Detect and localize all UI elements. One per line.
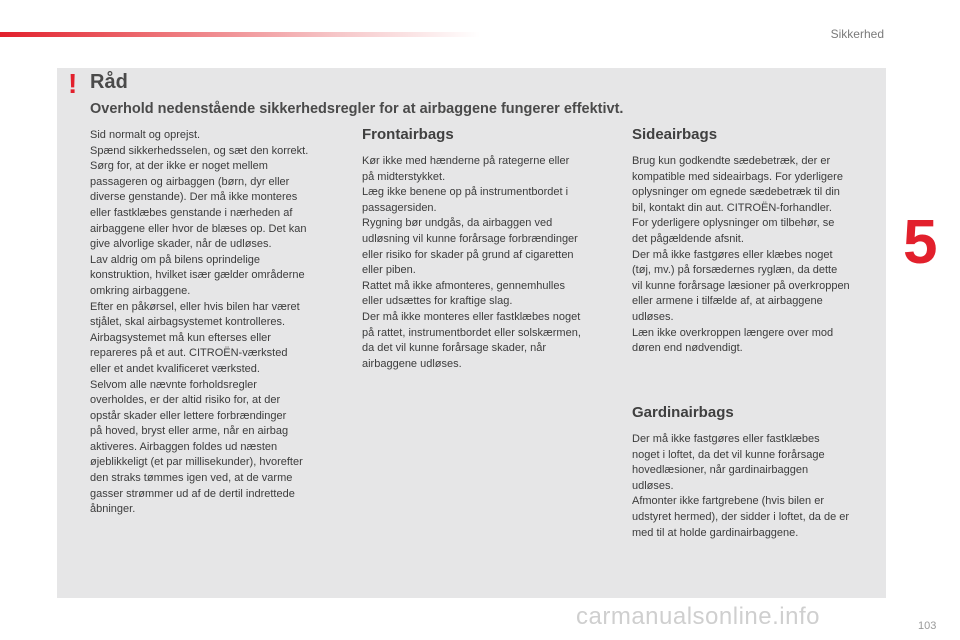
text-line: bil, kontakt din aut. CITROËN-forhandler. bbox=[632, 201, 832, 214]
frontairbags-heading: Frontairbags bbox=[362, 126, 454, 143]
text-line: døren end nødvendigt. bbox=[632, 342, 743, 355]
text-line: eller et andet kvalificeret værksted. bbox=[90, 362, 260, 375]
text-line: Selvom alle nævnte forholdsregler bbox=[90, 378, 257, 391]
text-line: eller piben. bbox=[362, 264, 416, 277]
text-line: Brug kun godkendte sædebetræk, der er bbox=[632, 155, 831, 167]
text-line: med til at holde gardinairbaggene. bbox=[632, 526, 799, 539]
text-line: udløses. bbox=[632, 479, 674, 492]
text-line: aktiveres. Airbaggen foldes ud næsten bbox=[90, 440, 278, 453]
panel-subtitle: Overhold nedenstående sikkerhedsregler for at airbaggene fungerer effektivt. bbox=[90, 101, 624, 117]
text-line: noget i loftet, da det vil kunne forårsage bbox=[632, 448, 825, 461]
text-line: opstår skader eller lettere forbrændinger bbox=[90, 409, 287, 422]
text-line: eller risiko for skader på grund af cigaretten bbox=[362, 248, 574, 261]
text-line: Lav aldrig om på bilens oprindelige bbox=[90, 253, 260, 266]
text-line: på midterstykket. bbox=[362, 170, 446, 183]
text-line: Sid normalt og oprejst. bbox=[90, 129, 201, 141]
text-line: For yderligere oplysninger om tilbehør, se bbox=[632, 217, 835, 230]
text-line: airbaggene udløses. bbox=[362, 357, 462, 370]
text-line: Efter en påkørsel, eller hvis bilen har været bbox=[90, 300, 300, 313]
text-line: overholdes, er der altid risiko for, at der bbox=[90, 394, 281, 407]
text-line: eller udsættes for kraftige slag. bbox=[362, 295, 513, 308]
text-line: oplysninger om egnede sædebetræk til din bbox=[632, 186, 840, 199]
text-line: på hoved, bryst eller arme, når en airbag bbox=[90, 425, 289, 438]
text-line: diverse genstande). Der må ikke monteres bbox=[90, 191, 298, 204]
text-line: eller armene i tilfælde af, at airbaggene bbox=[632, 295, 823, 308]
panel-title: Råd bbox=[90, 71, 128, 93]
text-line: airbaggene eller hvor de blæses op. Det kan bbox=[90, 222, 307, 235]
text-line: Rygning bør undgås, da airbaggen ved bbox=[362, 217, 553, 230]
text-line: Rattet må ikke afmonteres, gennemhulles bbox=[362, 279, 565, 292]
text-line: omkring airbaggene. bbox=[90, 284, 191, 297]
text-line: Læg ikke benene op på instrumentbordet i bbox=[362, 186, 569, 199]
text-line: den straks tømmes igen ved, at de varme bbox=[90, 472, 293, 485]
text-line: Kør ikke med hænderne på rategerne eller bbox=[362, 155, 570, 167]
text-line: Spænd sikkerhedsselen, og sæt den korrekt. bbox=[90, 144, 309, 157]
text-line: Der må ikke fastgøres eller fastklæbes bbox=[632, 433, 820, 445]
text-line: udløsning vil kunne forårsage forbrændinger bbox=[362, 232, 578, 245]
text-line: eller fastklæbes genstande i nærheden af bbox=[90, 206, 293, 219]
general-advice-column bbox=[90, 128, 345, 518]
text-line: passageren og airbaggen (børn, dyr eller bbox=[90, 175, 290, 188]
text-line: udstyret hermed), der sidder i loftet, da de er bbox=[632, 510, 850, 523]
text-line: udløses. bbox=[632, 310, 674, 323]
text-line: Læn ikke overkroppen længere over mod bbox=[632, 326, 834, 339]
chapter-number: 5 bbox=[903, 208, 938, 277]
gardinairbags-column bbox=[632, 404, 882, 541]
text-line: åbninger. bbox=[90, 503, 136, 516]
text-line: Sørg for, at der ikke er noget mellem bbox=[90, 160, 268, 173]
text-line: da det vil kunne forårsage skader, når bbox=[362, 342, 547, 355]
watermark: carmanualsonline.info bbox=[576, 603, 820, 630]
text-line: (tøj, mv.) på forsædernes ryglæn, da dette bbox=[632, 264, 838, 277]
text-line: på rattet, instrumentbordet eller solskærmen, bbox=[362, 326, 581, 339]
text-line: konstruktion, hvilket især gælder områderne bbox=[90, 269, 305, 282]
sideairbags-heading: Sideairbags bbox=[632, 126, 718, 143]
text-line: hovedlæsioner, når gardinairbaggen bbox=[632, 464, 809, 477]
gardinairbags-heading: Gardinairbags bbox=[632, 404, 734, 421]
text-line: give alvorlige skader, når de udløses. bbox=[90, 238, 272, 251]
text-line: Der må ikke fastgøres eller klæbes noget bbox=[632, 248, 833, 261]
text-line: passagersiden. bbox=[362, 201, 437, 214]
text-line: gasser strømmer ud af de dertil indrettede bbox=[90, 487, 295, 500]
text-line: repareres på et aut. CITROËN-værksted bbox=[90, 347, 288, 360]
text-line: Der må ikke monteres eller fastklæbes noget bbox=[362, 310, 581, 323]
section-title: Sikkerhed bbox=[830, 27, 884, 41]
text-line: det pågældende afsnit. bbox=[632, 232, 744, 245]
text-line: vil kunne forårsage læsioner på overkroppen bbox=[632, 279, 850, 292]
sideairbags-column bbox=[632, 126, 882, 357]
text-line: øjeblikkeligt (et par millisekunder), hvorefter bbox=[90, 456, 303, 469]
text-line: Airbagsystemet må kun efterses eller bbox=[90, 331, 271, 344]
header-accent-stripe bbox=[0, 32, 480, 37]
frontairbags-column bbox=[362, 126, 617, 372]
text-line: stjålet, skal airbagsystemet kontrolleres. bbox=[90, 316, 286, 329]
warning-icon: ! bbox=[68, 68, 78, 99]
text-line: Afmonter ikke fartgrebene (hvis bilen er bbox=[632, 495, 824, 508]
text-line: kompatible med sideairbags. For yderligere bbox=[632, 170, 843, 183]
page-number: 103 bbox=[918, 620, 937, 632]
